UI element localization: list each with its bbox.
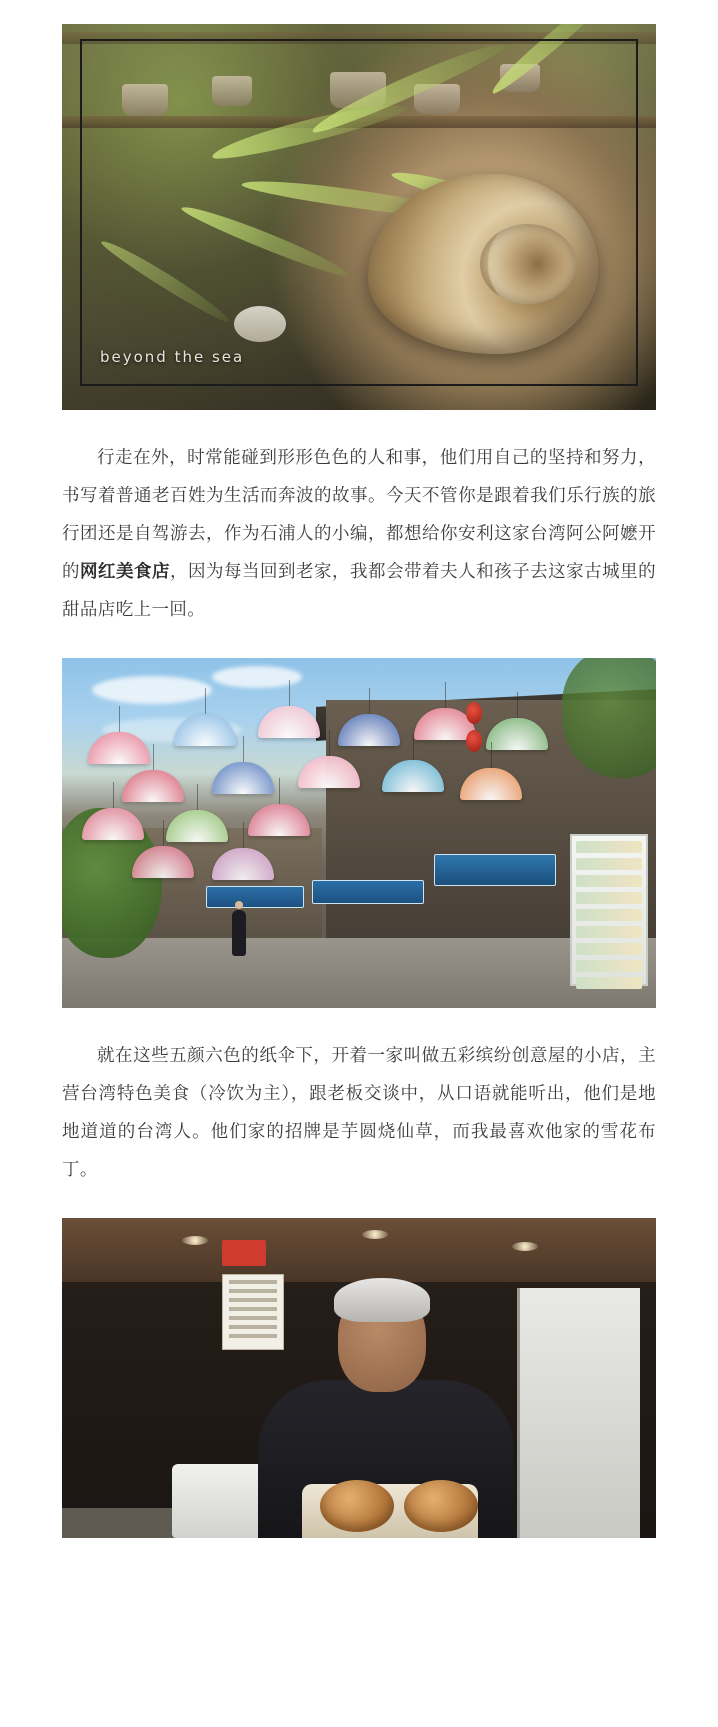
shell-planter-photo <box>62 24 656 410</box>
leaf <box>179 200 352 282</box>
paragraph-1-highlight: 网红美食店 <box>80 561 171 581</box>
paragraph-1: 行走在外，时常能碰到形形色色的人和事，他们用自己的坚持和努力，书写着普通老百姓为生活而奔波的故事。今天不管你是跟着我们乐行族的旅行团还是自驾游去，作为石浦人的小编，都想给你安利这家台湾阿公阿嬷开的网红美食店，因为每当回到老家，我都会带着夫人和孩子去这家古城里的甜品店吃上一回。 <box>62 447 656 619</box>
shop-sign <box>206 886 304 908</box>
umbrella-street-photo <box>62 658 656 1008</box>
decorative-pot <box>122 84 168 116</box>
decorative-pot <box>212 76 252 106</box>
photo-watermark: beyond the sea <box>100 348 245 366</box>
paragraph-2: 就在这些五颜六色的纸伞下，开着一家叫做五彩缤纷创意屋的小店，主营台湾特色美食（冷饮为主），跟老板交谈中，从口语就能听出，他们是地地道道的台湾人。他们家的招牌是芋圆烧仙草，而我最喜欢他家的雪花布丁。 <box>62 1045 656 1179</box>
shop-sign-food <box>434 854 556 886</box>
refrigerator <box>517 1288 640 1538</box>
red-lantern <box>466 730 482 752</box>
paper-umbrella <box>122 770 184 802</box>
pastry <box>404 1480 478 1532</box>
pastry <box>320 1480 394 1532</box>
white-pot <box>234 306 286 342</box>
paper-umbrella <box>166 810 228 842</box>
leaf <box>98 235 233 326</box>
pedestrian <box>232 910 246 956</box>
paper-umbrella <box>212 762 274 794</box>
street-ground <box>62 938 656 1008</box>
paper-umbrella <box>248 804 310 836</box>
red-lantern <box>466 702 482 724</box>
shop-owner-photo <box>62 1218 656 1538</box>
bucket <box>172 1464 268 1538</box>
wall-poster <box>222 1274 284 1350</box>
shop-sign <box>312 880 424 904</box>
man-hair <box>334 1278 430 1322</box>
ceiling <box>62 1218 656 1282</box>
paper-umbrella <box>258 706 320 738</box>
wall-sign <box>222 1240 266 1266</box>
menu-board <box>570 834 648 986</box>
